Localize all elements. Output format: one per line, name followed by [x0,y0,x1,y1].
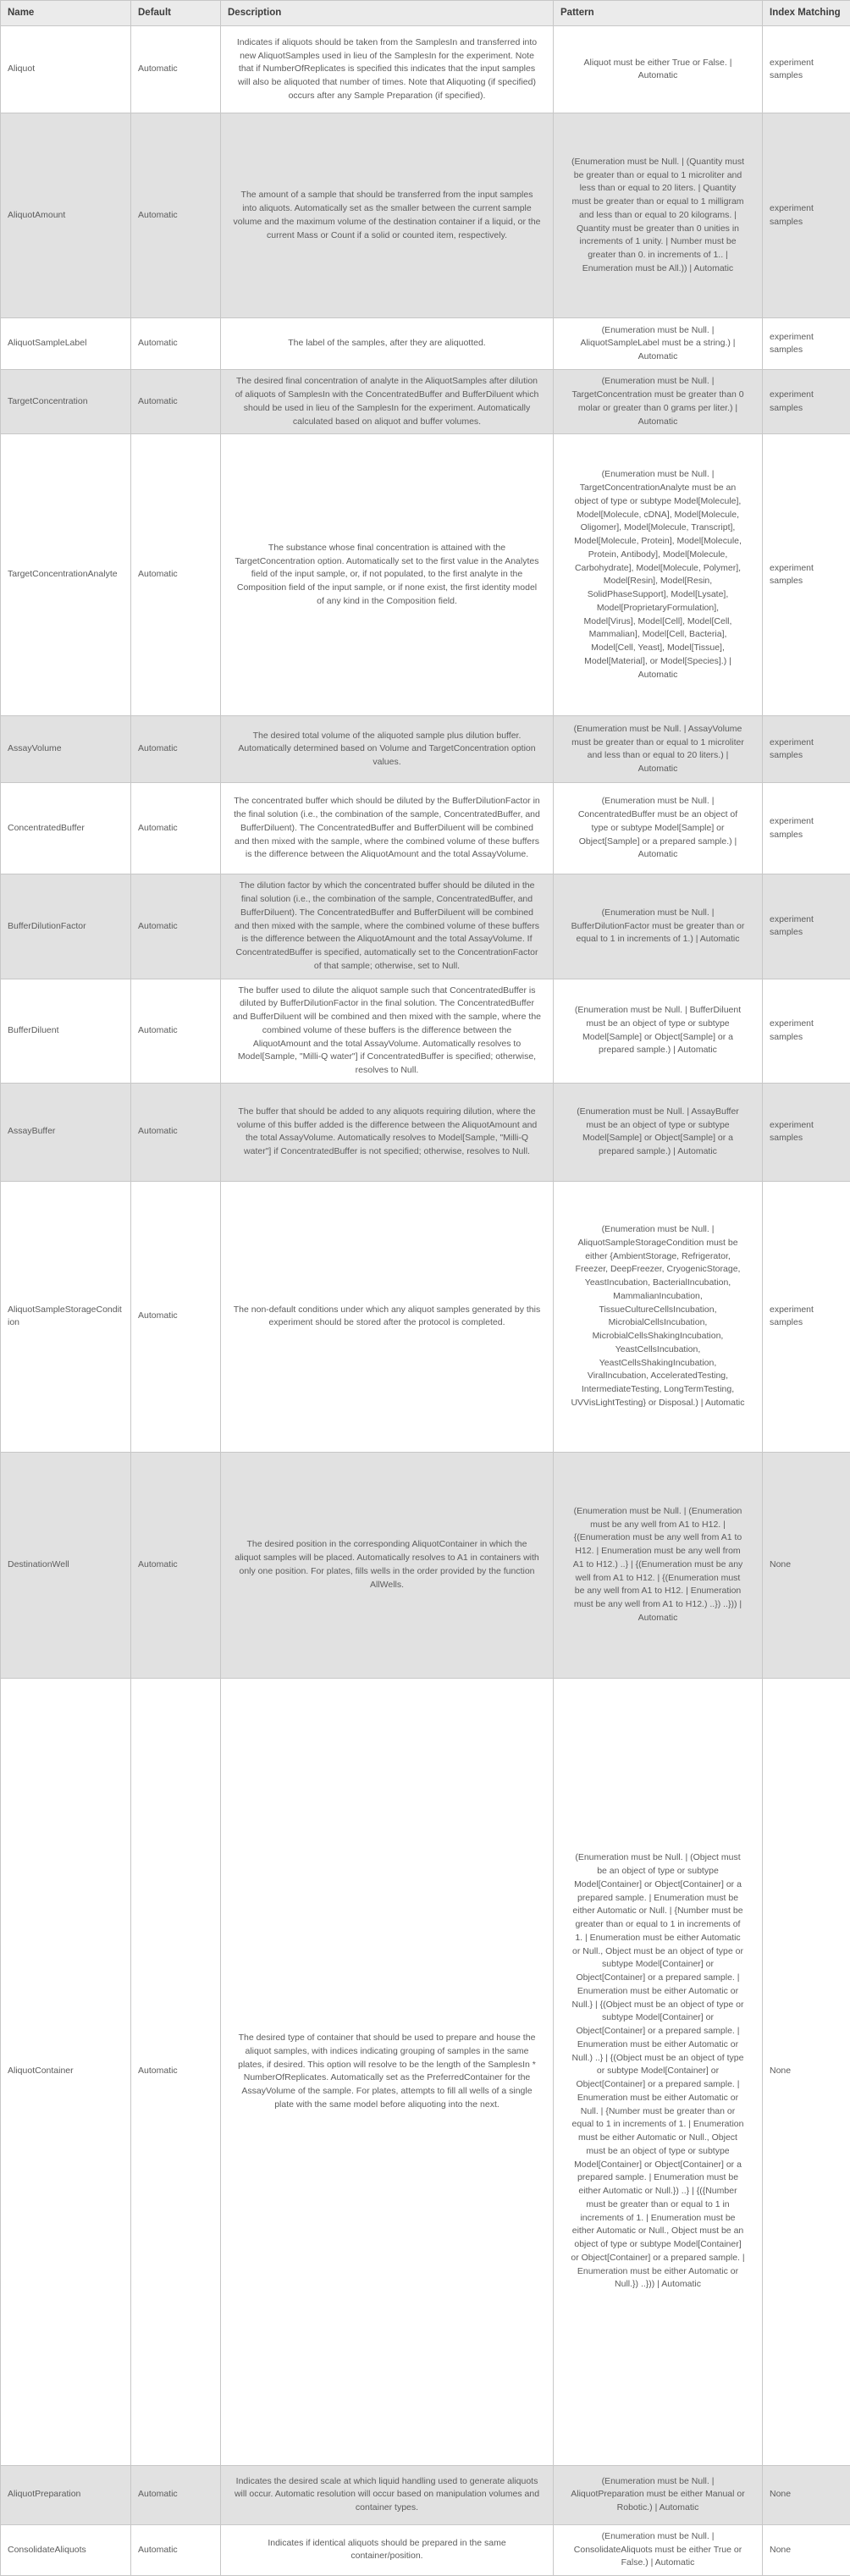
option-default: Automatic [131,434,221,716]
option-description: The label of the samples, after they are aliquotted. [221,318,554,370]
table-row [1,1452,850,1678]
option-default: Automatic [131,874,221,979]
option-name: Aliquot [1,26,131,113]
option-description: Indicates if aliquots should be taken from the SamplesIn and transferred into new AliquotSamples used in lieu of the SamplesIn for the experiment. Note that if NumberOfReplicates is specified this indicates that the input samples will also be aliquoted that number of times. Note that Aliquoting (if specified) occurs after any Sample Preparation (if specified). [221,26,554,113]
option-name: TargetConcentrationAnalyte [1,434,131,716]
option-name: AssayBuffer [1,1083,131,1181]
option-name: AliquotContainer [1,1678,131,2465]
table-header-row [1,1,850,26]
option-index-matching: None [763,1678,850,2465]
table-row [1,1678,850,2465]
option-pattern: (Enumeration must be Null. | AliquotPreparation must be either Manual or Robotic.) | Automatic [554,2465,763,2524]
option-pattern: Aliquot must be either True or False. | Automatic [554,26,763,113]
option-name: BufferDiluent [1,979,131,1083]
table-row [1,783,850,874]
option-description: The buffer used to dilute the aliquot sample such that ConcentratedBuffer is diluted by BufferDilutionFactor in the final solution. The ConcentratedBuffer and BufferDiluent will be combined and then mixed with the sample, where the combined volume of these buffers is the difference between the AliquotAmount and the total AssayVolume. Automatically resolves to Model[Sample, "Milli-Q water"] if ConcentratedBuffer is specified; otherwise, resolves to Null. [221,979,554,1083]
header-default: Default [131,1,221,26]
option-default: Automatic [131,113,221,318]
table-row [1,1181,850,1452]
option-default: Automatic [131,318,221,370]
option-default: Automatic [131,783,221,874]
option-description: The dilution factor by which the concentrated buffer should be diluted in the final solution (i.e., the combination of the sample, ConcentratedBuffer, and BufferDiluent). The ConcentratedBuffer and BufferDiluent will be combined and then mixed with the sample, where the combined volume of these buffers is the difference between the AliquotAmount and the total AssayVolume. If ConcentratedBuffer is specified, automatically set to the ConcentrationFactor of that sample; otherwise, set to Null. [221,874,554,979]
header-pattern: Pattern [554,1,763,26]
option-name: AssayVolume [1,716,131,783]
option-index-matching: experiment samples [763,370,850,434]
option-pattern: (Enumeration must be Null. | (Object must be an object of type or subtype Model[Container] or Object[Container] or a prepared sample. | Enumeration must be either Automatic or Null. | {Number must be greater than or equal to 1 in increments of 1. | Enumeration must be either Automatic or Null., Object must be an object of type or subtype Model[Container] or Object[Container] or a prepared sample. | Enumeration must be either Automatic or Null.} | {(Object must be an object of type or subtype Model[Container] or Object[Container] or a prepared sample. | Enumeration must be either Automatic or Null.) ..} | {(Object must be an object of type or subtype Model[Container] or Object[Container] or a prepared sample. | Enumeration must be either Automatic or Null. | {Number must be greater than or equal to 1 in increments of 1. | Enumeration must be either Automatic or Null., Object must be an object of type or subtype Model[Container] or Object[Container] or a prepared sample. | Enumeration must be either Automatic or Null.}) ..} | {({Number must be greater than or equal to 1 in increments of 1. | Enumeration must be either Automatic or Null., Object must be an object of type or subtype Model[Container] or Object[Container] or a prepared sample. | Enumeration must be either Automatic or Null.}) ..})) | Automatic [554,1678,763,2465]
option-description: The non-default conditions under which any aliquot samples generated by this experiment should be stored after the protocol is completed. [221,1181,554,1452]
option-default: Automatic [131,2524,221,2575]
option-description: The desired position in the corresponding AliquotContainer in which the aliquot samples will be placed. Automatically resolves to A1 in containers with only one position. For plates, fills wells in the order provided by the function AllWells. [221,1452,554,1678]
table-row [1,318,850,370]
option-pattern: (Enumeration must be Null. | (Quantity must be greater than or equal to 1 microliter and less than or equal to 20 liters. | Quantity must be greater than or equal to 1 milligram and less than or equal to 20 kilograms. | Quantity must be greater than 0 unities in increments of 1 unity. | Number must be greater than 0. in increments of 1.. | Enumeration must be All.)) | Automatic [554,113,763,318]
option-index-matching: experiment samples [763,716,850,783]
option-index-matching: None [763,2465,850,2524]
option-pattern: (Enumeration must be Null. | ConcentratedBuffer must be an object of type or subtype Model[Sample] or Object[Sample] or a prepared sample.) | Automatic [554,783,763,874]
option-pattern: (Enumeration must be Null. | AliquotSampleLabel must be a string.) | Automatic [554,318,763,370]
table-row [1,979,850,1083]
option-name: DestinationWell [1,1452,131,1678]
option-description: The amount of a sample that should be transferred from the input samples into aliquots. Automatically set as the smaller between the current sample volume and the maximum volume of the destination container if a liquid, or the current Mass or Count if a solid or counted item, respectively. [221,113,554,318]
option-pattern: (Enumeration must be Null. | (Enumeration must be any well from A1 to H12. | {(Enumeration must be any well from A1 to H12. | Enumeration must be any well from A1 to H12.) ..} | {(Enumeration must be any well from A1 to H12. | {(Enumeration must be any well from A1 to H12. | Enumeration must be any well from A1 to H12.) ..}) ..})) | Automatic [554,1452,763,1678]
option-index-matching: None [763,2524,850,2575]
header-index-matching: Index Matching [763,1,850,26]
option-default: Automatic [131,1678,221,2465]
option-pattern: (Enumeration must be Null. | TargetConcentration must be greater than 0 molar or greater than 0 grams per liter.) | Automatic [554,370,763,434]
option-index-matching: None [763,1452,850,1678]
option-pattern: (Enumeration must be Null. | BufferDiluent must be an object of type or subtype Model[Sample] or Object[Sample] or a prepared sample.) | Automatic [554,979,763,1083]
option-pattern: (Enumeration must be Null. | TargetConcentrationAnalyte must be an object of type or subtype Model[Molecule], Model[Molecule, cDNA], Model[Molecule, Oligomer], Model[Molecule, Transcript], Model[Molecule, Protein], Model[Molecule, Protein, Antibody], Model[Molecule, Carbohydrate], Model[Molecule, Polymer], Model[Resin], Model[Resin, SolidPhaseSupport], Model[Lysate], Model[ProprietaryFormulation], Model[Virus], Model[Cell], Model[Cell, Mammalian], Model[Cell, Bacteria], Model[Cell, Yeast], Model[Tissue], Model[Material], or Model[Species].) | Automatic [554,434,763,716]
option-description: The desired type of container that should be used to prepare and house the aliquot samples, with indices indicating grouping of samples in the same plates, if desired. This option will resolve to be the length of the SamplesIn * NumberOfReplicates. Automatically set as the PreferredContainer for the AssayVolume of the sample. For plates, attempts to fill all wells of a single plate with the same model before aliquoting into the next. [221,1678,554,2465]
table-row [1,2465,850,2524]
table-row [1,26,850,113]
table-row [1,716,850,783]
option-name: AliquotSampleLabel [1,318,131,370]
option-index-matching: experiment samples [763,318,850,370]
option-pattern: (Enumeration must be Null. | AssayBuffer must be an object of type or subtype Model[Sample] or Object[Sample] or a prepared sample.) | Automatic [554,1083,763,1181]
option-default: Automatic [131,1452,221,1678]
option-description: The desired total volume of the aliquoted sample plus dilution buffer. Automatically determined based on Volume and TargetConcentration option values. [221,716,554,783]
option-default: Automatic [131,1181,221,1452]
option-default: Automatic [131,979,221,1083]
option-description: The buffer that should be added to any aliquots requiring dilution, where the volume of this buffer added is the difference between the AliquotAmount and the total AssayVolume. Automatically resolves to Model[Sample, "Milli-Q water"] if ConcentratedBuffer is not specified; otherwise, resolves to Null. [221,1083,554,1181]
option-name: BufferDilutionFactor [1,874,131,979]
table-row [1,113,850,318]
option-description: The substance whose final concentration is attained with the TargetConcentration option. Automatically set to the first value in the Analytes field of the input sample, or, if not populated, to the first analyte in the Composition field of the input sample, or if none exist, the first identity model of any kind in the Composition field. [221,434,554,716]
option-pattern: (Enumeration must be Null. | AssayVolume must be greater than or equal to 1 microliter and less than or equal to 20 liters.) | Automatic [554,716,763,783]
option-index-matching: experiment samples [763,26,850,113]
option-pattern: (Enumeration must be Null. | AliquotSampleStorageCondition must be either {AmbientStorage, Refrigerator, Freezer, DeepFreezer, CryogenicStorage, YeastIncubation, BacterialIncubation, MammalianIncubation, TissueCultureCellsIncubation, MicrobialCellsIncubation, MicrobialCellsShakingIncubation, YeastCellsIncubation, YeastCellsShakingIncubation, ViralIncubation, AcceleratedTesting, IntermediateTesting, LongTermTesting, UVVisLightTesting} or Disposal.) | Automatic [554,1181,763,1452]
option-description: Indicates if identical aliquots should be prepared in the same container/position. [221,2524,554,2575]
option-pattern: (Enumeration must be Null. | ConsolidateAliquots must be either True or False.) | Automatic [554,2524,763,2575]
option-name: AliquotAmount [1,113,131,318]
option-pattern: (Enumeration must be Null. | BufferDilutionFactor must be greater than or equal to 1 in increments of 1.) | Automatic [554,874,763,979]
header-description: Description [221,1,554,26]
option-name: ConsolidateAliquots [1,2524,131,2575]
table-row [1,874,850,979]
option-description: The desired final concentration of analyte in the AliquotSamples after dilution of aliquots of SamplesIn with the ConcentratedBuffer and BufferDiluent which should be used in lieu of the SamplesIn for the experiment. Automatically calculated based on aliquot and buffer volumes. [221,370,554,434]
option-default: Automatic [131,370,221,434]
option-default: Automatic [131,1083,221,1181]
option-name: ConcentratedBuffer [1,783,131,874]
table-row [1,2524,850,2575]
option-description: The concentrated buffer which should be diluted by the BufferDilutionFactor in the final solution (i.e., the combination of the sample, ConcentratedBuffer, and BufferDiluent). The ConcentratedBuffer and BufferDiluent will be combined and then mixed with the sample, where the combined volume of these buffers is the difference between the AliquotAmount and the total AssayVolume. [221,783,554,874]
option-index-matching: experiment samples [763,783,850,874]
table-row [1,434,850,716]
option-default: Automatic [131,26,221,113]
table-row [1,1083,850,1181]
option-index-matching: experiment samples [763,874,850,979]
option-description: Indicates the desired scale at which liquid handling used to generate aliquots will occur. Automatic resolution will occur based on manipulation volumes and container types. [221,2465,554,2524]
option-index-matching: experiment samples [763,434,850,716]
option-name: TargetConcentration [1,370,131,434]
option-default: Automatic [131,2465,221,2524]
table-row [1,370,850,434]
option-default: Automatic [131,716,221,783]
option-index-matching: experiment samples [763,113,850,318]
header-name: Name [1,1,131,26]
option-name: AliquotSampleStorageCondition [1,1181,131,1452]
option-name: AliquotPreparation [1,2465,131,2524]
option-index-matching: experiment samples [763,979,850,1083]
option-index-matching: experiment samples [763,1181,850,1452]
option-index-matching: experiment samples [763,1083,850,1181]
